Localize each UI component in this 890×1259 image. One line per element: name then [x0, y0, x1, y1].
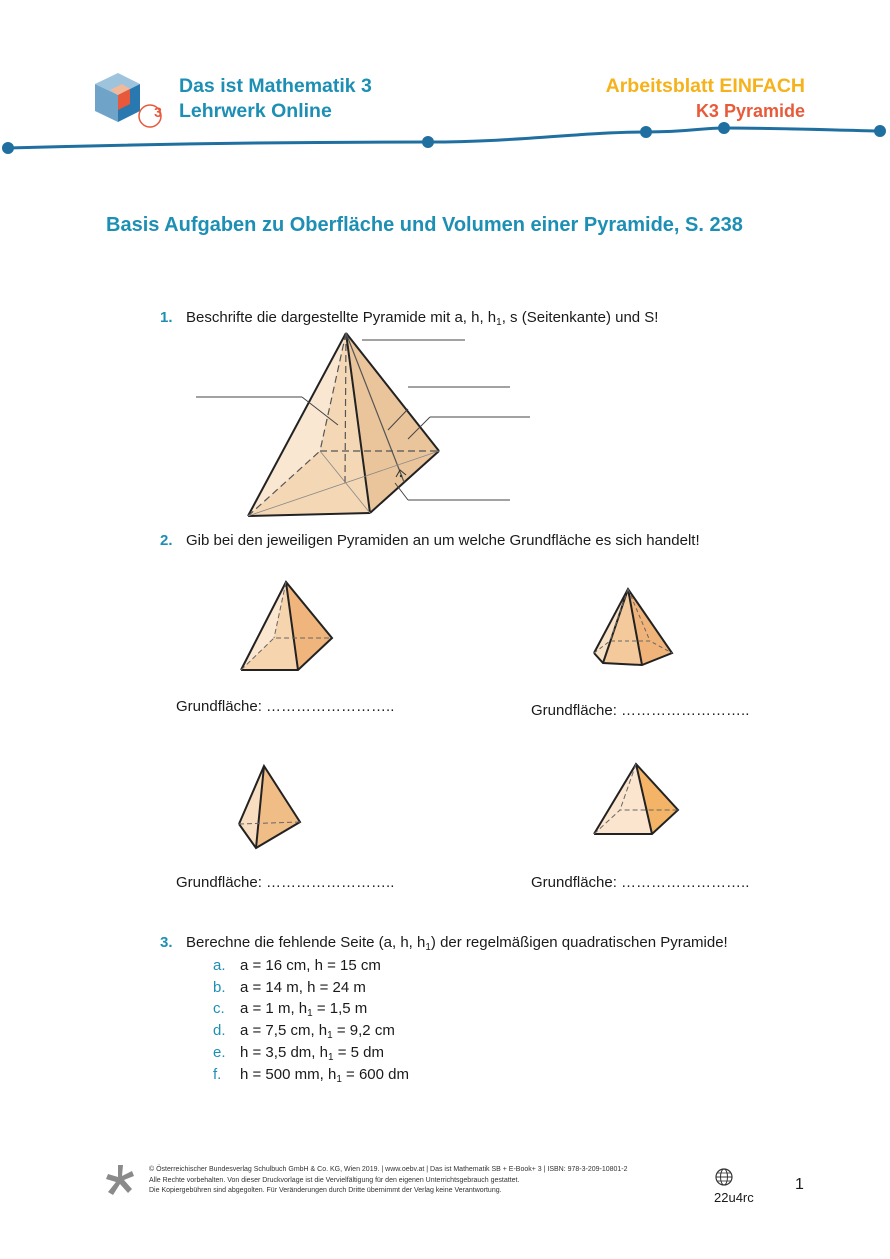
- task-2: [160, 532, 700, 549]
- pyramid-hexagon-base: [590, 585, 676, 669]
- footer-copyright: [149, 1165, 689, 1197]
- item-text: a = 1 m, h: [240, 1000, 308, 1018]
- item-sub: 1: [327, 1051, 334, 1063]
- item-letter: e.: [213, 1043, 226, 1061]
- item-letter: a.: [213, 957, 226, 974]
- item-text: a = 14 m, h = 24 m: [240, 978, 366, 996]
- list-item: [213, 998, 409, 1020]
- header-wave-line: [0, 118, 890, 158]
- task-1: [160, 309, 658, 326]
- item-text: h = 500 mm, h: [240, 1065, 337, 1083]
- list-item: [213, 1020, 409, 1042]
- item-sub: 1: [327, 1030, 333, 1042]
- task-number: 1.: [160, 309, 173, 326]
- item-sub: 1: [336, 1073, 342, 1085]
- task-number: 2.: [160, 532, 173, 549]
- item-letter: f.: [213, 1065, 222, 1083]
- book-header: [179, 74, 372, 124]
- book-subtitle: Lehrwerk Online: [179, 100, 332, 122]
- item-sub: 1: [307, 1008, 313, 1020]
- list-item: [213, 955, 409, 977]
- pyramid-figure-square: [190, 325, 535, 525]
- task-text: ) der regelmäßigen quadratischen Pyramide!: [430, 934, 728, 951]
- item-text: = 1,5 m: [312, 1000, 368, 1018]
- logo-badge-number: 3: [154, 104, 162, 120]
- footer-line: Alle Rechte vorbehalten. Von dieser Druckvorlage ist die Vervielfältigung für den eigenen Unterrichtsgebrauch gestattet.: [149, 1176, 520, 1184]
- list-item: [213, 1042, 409, 1064]
- footer-line: Die Kopiergebühren sind abgegolten. Für Veränderungen durch Dritte übernimmt der Verlag keine Verantwortung.: [149, 1187, 502, 1194]
- sheet-type: Arbeitsblatt EINFACH: [605, 75, 805, 97]
- task-text: Gib bei den jeweiligen Pyramiden an um welche Grundfläche es sich handelt!: [186, 532, 700, 549]
- page-title: Basis Aufgaben zu Oberfläche und Volumen einer Pyramide, S. 238: [106, 214, 743, 236]
- item-text: = 5 dm: [333, 1043, 384, 1061]
- answer-line-4[interactable]: Grundfläche: ……………………..: [531, 874, 750, 891]
- page-number: 1: [795, 1176, 804, 1193]
- item-letter: c.: [213, 1000, 225, 1018]
- item-text: = 600 dm: [341, 1065, 410, 1083]
- task-text: Berechne die fehlende Seite (a, h, h: [186, 934, 426, 951]
- list-item: [213, 977, 409, 999]
- item-letter: b.: [213, 978, 226, 996]
- item-text: h = 3,5 dm, h: [240, 1043, 328, 1061]
- task-text: Beschrifte die dargestellte Pyramide mit a, h, h: [186, 309, 497, 326]
- task-3-items: [213, 955, 409, 1085]
- pyramid-rectangle-base: [590, 760, 682, 838]
- task-text: , s (Seitenkante) und S!: [501, 309, 659, 326]
- pyramid-triangle-base: [234, 760, 306, 854]
- answer-line-3[interactable]: Grundfläche: ……………………..: [176, 874, 395, 891]
- footer-line: © Österreichischer Bundesverlag Schulbuch GmbH & Co. KG, Wien 2019. | www.oebv.at | Das ist Mathematik SB + E-Book+ 3 | ISBN: 978-3-209-10801-2: [149, 1166, 628, 1173]
- answer-line-1[interactable]: Grundfläche: ……………………..: [176, 698, 395, 715]
- list-item: [213, 1064, 409, 1086]
- task-text-sub: 1: [425, 942, 431, 953]
- item-letter: d.: [213, 1022, 226, 1040]
- online-code[interactable]: 22u4rc: [714, 1190, 754, 1205]
- publisher-logo-icon: [104, 1163, 136, 1197]
- sheet-header: [606, 74, 805, 124]
- task-3: [160, 934, 728, 951]
- item-text: = 9,2 cm: [332, 1022, 395, 1040]
- book-title: Das ist Mathematik 3: [179, 75, 372, 97]
- pyramid-square-base: [236, 578, 336, 674]
- task-number: 3.: [160, 934, 173, 951]
- globe-icon[interactable]: [714, 1167, 734, 1187]
- sheet-topic: K3 Pyramide: [695, 101, 805, 121]
- item-text: a = 7,5 cm, h: [240, 1022, 328, 1040]
- answer-line-2[interactable]: Grundfläche: ……………………..: [531, 702, 750, 719]
- item-text: a = 16 cm, h = 15 cm: [240, 957, 381, 974]
- task-text-sub: 1: [496, 317, 502, 328]
